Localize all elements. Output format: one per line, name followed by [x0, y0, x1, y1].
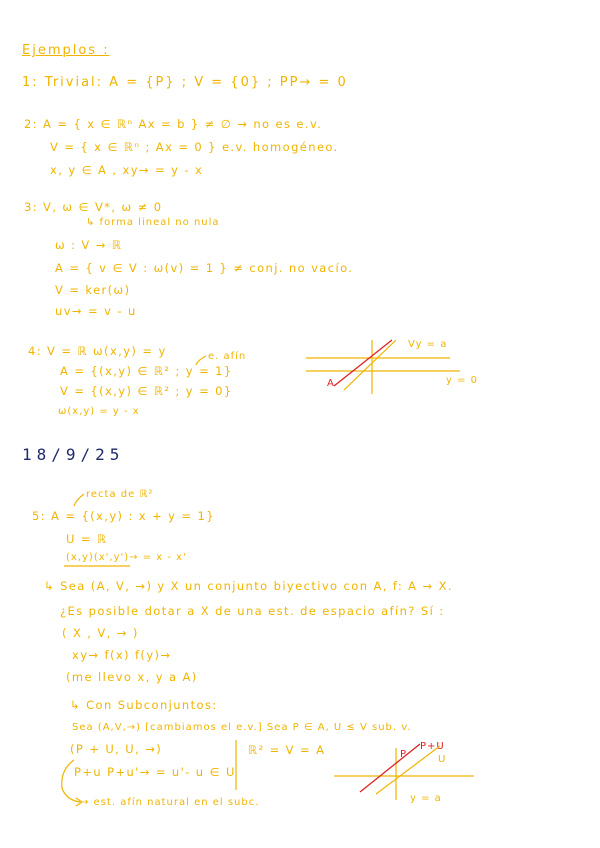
figure-1-line-red — [334, 340, 392, 386]
example-2-line-1: 2: A = { x ∈ ℝⁿ Ax = b } ≠ ∅ → no es e.v. — [24, 117, 323, 131]
example-4-line-3: V = {(x,y) ∈ ℝ² ; y = 0} — [60, 384, 233, 398]
date-heading: 18/9/25 — [22, 445, 125, 464]
example-5-line-5: ¿Es posible dotar a X de una est. de espacio afín? Sí : — [60, 604, 445, 618]
example-5-line-6: ( X , V, → ) — [62, 626, 139, 640]
page-title: Ejemplos : — [22, 43, 110, 58]
example-4-line-1: 4: V = ℝ ω(x,y) = y — [28, 344, 167, 358]
example-2-line-2: V = { x ∈ ℝⁿ ; Ax = 0 } e.v. homogéneo. — [50, 140, 339, 154]
example-5-line-4: ↳ Sea (A, V, →) y X un conjunto biyectivo con A, f: A → X. — [44, 579, 453, 593]
example-5-side-note: ℝ² = V = A — [248, 743, 326, 757]
example-3-line-5: V = ker(ω) — [55, 283, 131, 297]
example-5-line-2: U = ℝ — [66, 532, 108, 546]
example-3-line-4: A = { v ∈ V : ω(v) = 1 } ≠ conj. no vacío. — [55, 261, 354, 275]
example-3-line-6: uv→ = v - u — [55, 304, 137, 318]
example-5-line-3: (x,y)(x',y')→ = x - x' — [66, 552, 187, 563]
figure-1-line-yellow — [344, 340, 396, 390]
example-5-line-10: Sea (A,V,→) [cambiamos el e.v.] Sea P ∈ A, U ≤ V sub. v. — [72, 722, 412, 733]
figure-2-label-y: y = a — [410, 793, 442, 804]
example-4-note: e. afín — [208, 351, 247, 362]
figure-1-label-top: Vy = a — [408, 339, 448, 350]
annotation-arrow-eafin — [196, 356, 206, 365]
figure-1-label-y: y = 0 — [446, 375, 479, 386]
example-5-note: recta de ℝ² — [86, 489, 154, 500]
example-4-line-2: A = {(x,y) ∈ ℝ² ; y = 1} — [60, 364, 233, 378]
example-5-line-12: P+u P+u'→ = u'- u ∈ U — [74, 765, 236, 779]
figure-2-label-u: U — [438, 754, 447, 765]
example-5-line-9: ↳ Con Subconjuntos: — [70, 698, 218, 712]
example-3-line-1: 3: V, ω ∈ V*, ω ≠ 0 — [24, 200, 163, 214]
example-1: 1: Trivial: A = {P} ; V = {0} ; PP→ = 0 — [22, 75, 348, 90]
left-bracket-arrow — [62, 760, 80, 802]
example-5-line-8: (me llevo x, y a A) — [66, 670, 198, 684]
figure-2-label-pu: P+U — [420, 741, 445, 752]
annotation-arrow-recta — [74, 494, 84, 506]
figure-2-label-p: P — [400, 749, 408, 760]
figure-1-label-a: A — [327, 378, 335, 389]
example-3-line-2: ↳ forma lineal no nula — [86, 217, 220, 228]
example-2-line-3: x, y ∈ A , xy→ = y - x — [50, 163, 204, 177]
example-5-line-1: 5: A = {(x,y) : x + y = 1} — [32, 509, 215, 523]
example-5-line-13: → est. afín natural en el subc. — [80, 797, 260, 808]
example-4-line-4: ω(x,y) = y - x — [58, 406, 140, 417]
example-5-line-7: xy→ f(x) f(y)→ — [72, 648, 172, 662]
example-3-line-3: ω : V → ℝ — [55, 238, 123, 252]
example-5-line-11: (P + U, U, →) — [70, 742, 163, 756]
